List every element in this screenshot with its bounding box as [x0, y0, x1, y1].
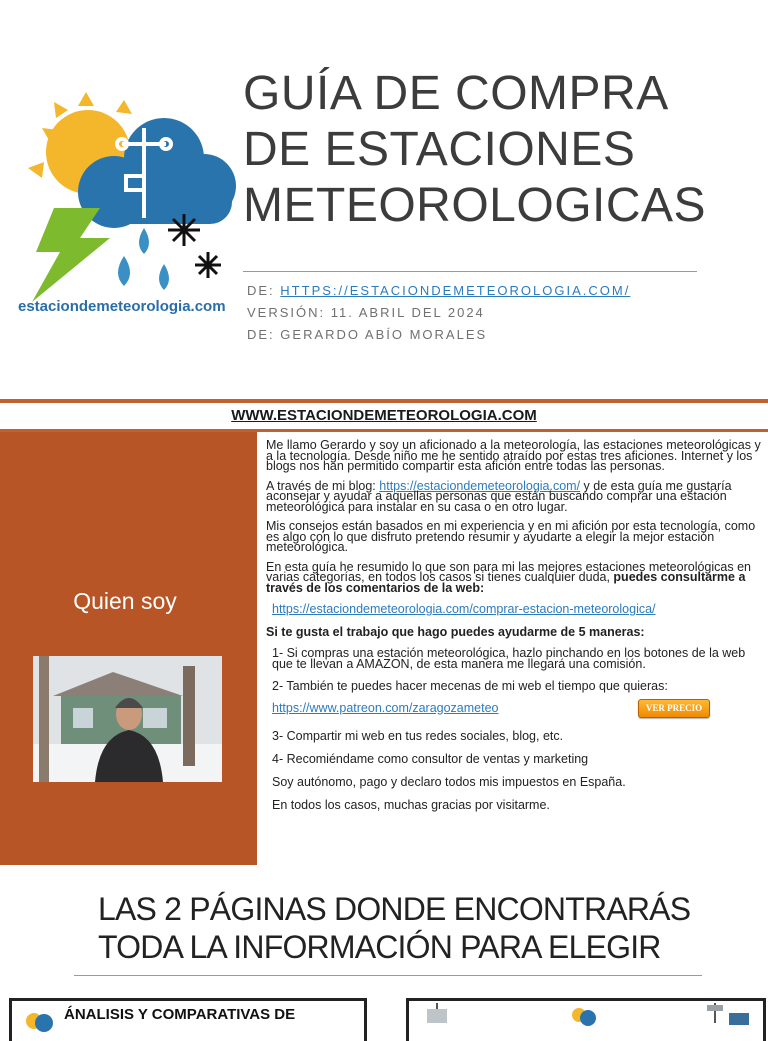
title-line-2: DE ESTACIONES [243, 123, 636, 176]
comprar-row [266, 602, 766, 616]
weather-station-icon [417, 1003, 457, 1025]
title-divider [243, 271, 697, 272]
blog-prefix: A través de mi blog: [266, 478, 380, 493]
section-divider [74, 975, 702, 976]
blog-paragraph [266, 478, 766, 514]
author-photo [33, 656, 222, 782]
guia-prefix: En esta guía he resumido lo que son para mi las mejores estaciones meteorológicas en varias categorías, en todos los casos si tienes cualquier duda, [266, 559, 751, 584]
section-title [98, 890, 738, 966]
weather-station-icon [705, 1003, 751, 1027]
site-link[interactable]: HTTPS://ESTACIONDEMETEOROLOGIA.COM/ [280, 283, 631, 298]
guia-paragraph [266, 559, 766, 595]
about-sidebar [0, 432, 257, 865]
banner-url-link[interactable]: WWW.ESTACIONDEMETEOROLOGIA.COM [231, 407, 537, 424]
site-logo [14, 88, 240, 328]
way-1: 1- Si compras una estación meteorológica, hazlo pinchando en los botones de la web que te llevan a AMAZON, de esta manera me llegará una comisión. [272, 646, 746, 671]
meta-site-row [247, 280, 630, 302]
about-content [266, 440, 766, 821]
analysis-card[interactable] [9, 998, 367, 1041]
gracias-text: En todos los casos, muchas gracias por visitarme. [272, 797, 550, 812]
document-meta [247, 280, 630, 346]
ver-precio-button[interactable]: VER PRECIO [638, 699, 710, 718]
about-heading: Quien soy [73, 588, 177, 614]
title-line-1: GUÍA DE COMPRA [243, 67, 669, 120]
section-title-line-2: TODA LA INFORMACIÓN PARA ELEGIR [98, 929, 661, 965]
autonomo-text: Soy autónomo, pago y declaro todos mis impuestos en España. [272, 774, 626, 789]
consejos-paragraph: Mis consejos están basados en mi experiencia y en mi afición por esta tecnología, como es algo con lo que disfruto pretendo resumir y ayudarte a elegir la mejor estación meteorológica. [266, 519, 756, 554]
ayuda-heading: Si te gusta el trabajo que hago puedes ayudarme de 5 maneras: [266, 625, 645, 639]
patreon-link[interactable]: https://www.patreon.com/zaragozameteo [272, 700, 499, 715]
meta-author: DE: GERARDO ABÍO MORALES [247, 327, 488, 342]
meta-version: VERSIÓN: 11. ABRIL DEL 2024 [247, 305, 485, 320]
intro-paragraph: Me llamo Gerardo y soy un aficionado a la meteorología, las estaciones meteorológicas y a la tecnología. Desde niño me he sentido atraído por estas tres aficiones. Internet y los blogs nos han permitido compartir esta afición entre todas las personas. [266, 438, 761, 473]
url-banner [0, 403, 768, 429]
blog-suffix: y de esta guía me gustaría aconsejar y ayudar a aquellas personas que están buscando comprar una estación meteorológica para instalar en su casa o en otro lugar. [266, 478, 732, 514]
document-title [243, 66, 763, 234]
meta-de-label: DE: [247, 283, 275, 298]
analysis-card-title: ÁNALISIS Y COMPARATIVAS DE [64, 1006, 296, 1023]
section-title-line-1: LAS 2 PÁGINAS DONDE ENCONTRARÁS [98, 891, 691, 927]
logo-caption: estaciondemeteorologia.com [18, 298, 226, 315]
products-card[interactable] [406, 998, 766, 1041]
way-3: 3- Compartir mi web en tus redes sociales, blog, etc. [272, 728, 564, 743]
title-line-3: METEOROLOGICAS [243, 179, 707, 232]
blog-link[interactable]: https://estaciondemeteorologia.com/ [379, 478, 581, 493]
comprar-link[interactable]: https://estaciondemeteorologia.com/comprar-estacion-meteorologica/ [272, 602, 656, 616]
guia-bold: puedes consultarme a través de los comentarios de la web: [266, 570, 746, 595]
way-2: 2- También te puedes hacer mecenas de mi web el tiempo que quieras: [272, 679, 668, 693]
weather-logo-icon [22, 1009, 56, 1033]
way-4: 4- Recomiéndame como consultor de ventas y marketing [272, 751, 589, 766]
